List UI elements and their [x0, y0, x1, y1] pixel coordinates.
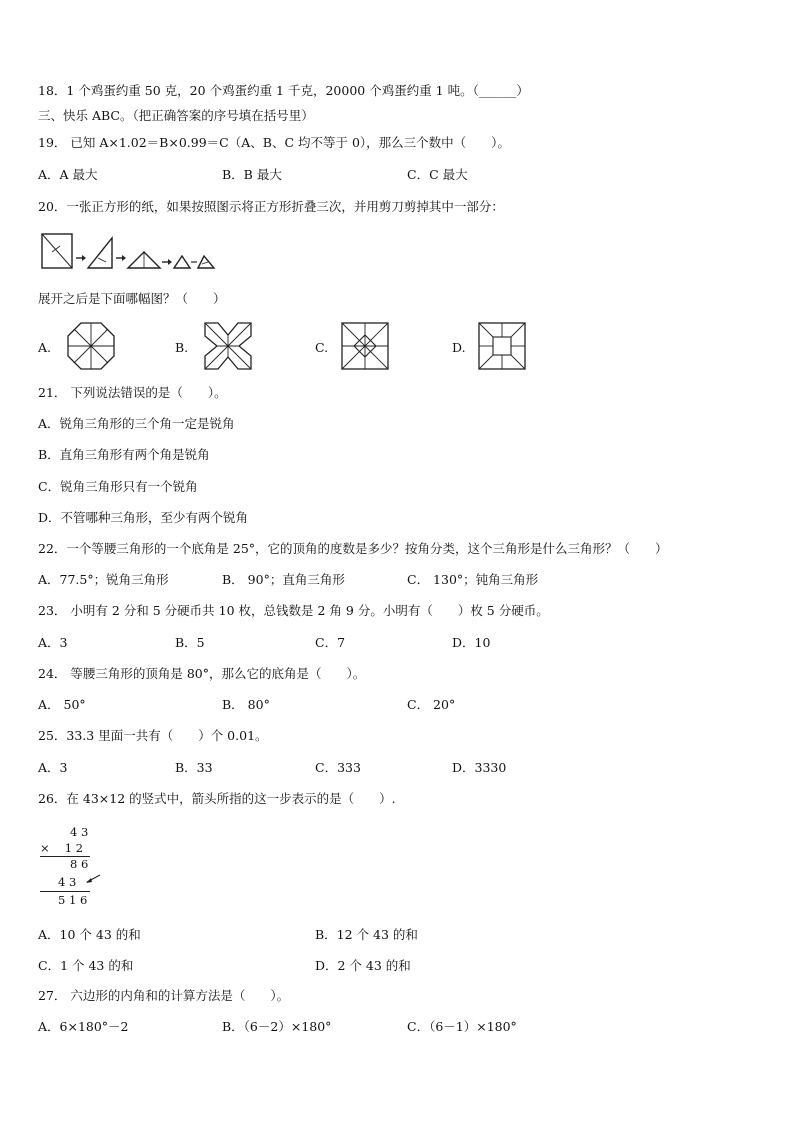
- q23-option-a: A．3: [38, 635, 68, 650]
- question-20-prompt: 展开之后是下面哪幅图？（ ）: [38, 291, 226, 306]
- q27-option-c: C．（6－1）×180°: [407, 1019, 517, 1034]
- q19-option-b: B．B 最大: [222, 167, 282, 182]
- q20-option-a-figure: [66, 321, 116, 371]
- q25-option-b: B．33: [175, 760, 213, 775]
- pointer-arrow-icon: [84, 872, 102, 886]
- q25-option-c: C．333: [315, 760, 361, 775]
- q24-option-a: A． 50°: [38, 697, 86, 712]
- q20-option-b-figure: [203, 321, 253, 371]
- q24-option-b: B． 80°: [222, 697, 270, 712]
- q20-option-d-letter: D.: [452, 340, 466, 355]
- question-18: 18．1 个鸡蛋约重 50 克，20 个鸡蛋约重 1 千克，20000 个鸡蛋约重 1 吨。（______）: [38, 83, 529, 98]
- q25-option-a: A．3: [38, 760, 68, 775]
- q20-option-c-figure: [340, 321, 390, 371]
- q21-option-c: C．锐角三角形只有一个锐角: [38, 479, 198, 494]
- question-20: 20．一张正方形的纸，如果按照图示将正方形折叠三次，并用剪刀剪掉其中一部分：: [38, 199, 504, 214]
- q24-option-c: C． 20°: [407, 697, 456, 712]
- calc-row-product: 5 1 6: [58, 893, 88, 907]
- calc-row-multiplicand: 4 3: [70, 825, 89, 839]
- q22-option-a: A．77.5°；锐角三角形: [38, 572, 169, 587]
- question-19: 19． 已知 A×1.02＝B×0.99＝C（A、B、C 均不等于 0），那么三个数中（ ）。: [38, 135, 510, 150]
- q20-option-d-figure: [477, 321, 527, 371]
- question-25: 25．33.3 里面一共有（ ）个 0.01。: [38, 728, 268, 743]
- q25-option-d: D．3330: [452, 760, 507, 775]
- section-heading-3: 三、快乐 ABC。（把正确答案的序号填在括号里）: [38, 108, 314, 123]
- q23-option-b: B．5: [175, 635, 205, 650]
- calc-row-multiplier: × 1 2: [40, 841, 84, 855]
- q23-option-d: D．10: [452, 635, 491, 650]
- question-24: 24． 等腰三角形的顶角是 80°，那么它的底角是（ ）。: [38, 666, 366, 681]
- q21-option-a: A．锐角三角形的三个角一定是锐角: [38, 416, 235, 431]
- question-27: 27． 六边形的内角和的计算方法是（ ）。: [38, 988, 290, 1003]
- calc-row-partial-2: 4 3: [58, 875, 77, 889]
- q20-option-b-letter: B.: [175, 340, 189, 355]
- q19-option-c: C．C 最大: [407, 167, 468, 182]
- q27-option-a: A．6×180°－2: [38, 1019, 129, 1034]
- q19-option-a: A．A 最大: [38, 167, 98, 182]
- folding-steps-figure: [38, 230, 220, 274]
- q22-option-c: C． 130°；钝角三角形: [407, 572, 539, 587]
- question-21: 21． 下列说法错误的是（ ）。: [38, 385, 227, 400]
- q26-option-d: D．2 个 43 的和: [315, 958, 411, 973]
- q26-option-c: C．1 个 43 的和: [38, 958, 134, 973]
- q21-option-b: B．直角三角形有两个角是锐角: [38, 447, 210, 462]
- q20-option-c-letter: C.: [315, 340, 329, 355]
- q27-option-b: B．（6－2）×180°: [222, 1019, 332, 1034]
- calc-row-partial-1: 8 6: [70, 857, 89, 871]
- question-23: 23． 小明有 2 分和 5 分硬币共 10 枚，总钱数是 2 角 9 分。小明有（ ）枚 5 分硬币。: [38, 603, 549, 618]
- q20-option-a-letter: A.: [38, 340, 52, 355]
- q26-option-a: A．10 个 43 的和: [38, 927, 141, 942]
- q21-option-d: D．不管哪种三角形，至少有两个锐角: [38, 510, 249, 525]
- question-26: 26．在 43×12 的竖式中，箭头所指的这一步表示的是（ ）.: [38, 791, 396, 806]
- q23-option-c: C．7: [315, 635, 346, 650]
- q22-option-b: B． 90°；直角三角形: [222, 572, 345, 587]
- q26-option-b: B．12 个 43 的和: [315, 927, 418, 942]
- question-22: 22．一个等腰三角形的一个底角是 25°，它的顶角的度数是多少？按角分类，这个三角形是什么三角形？（ ）: [38, 541, 668, 556]
- vertical-multiplication: [38, 822, 108, 912]
